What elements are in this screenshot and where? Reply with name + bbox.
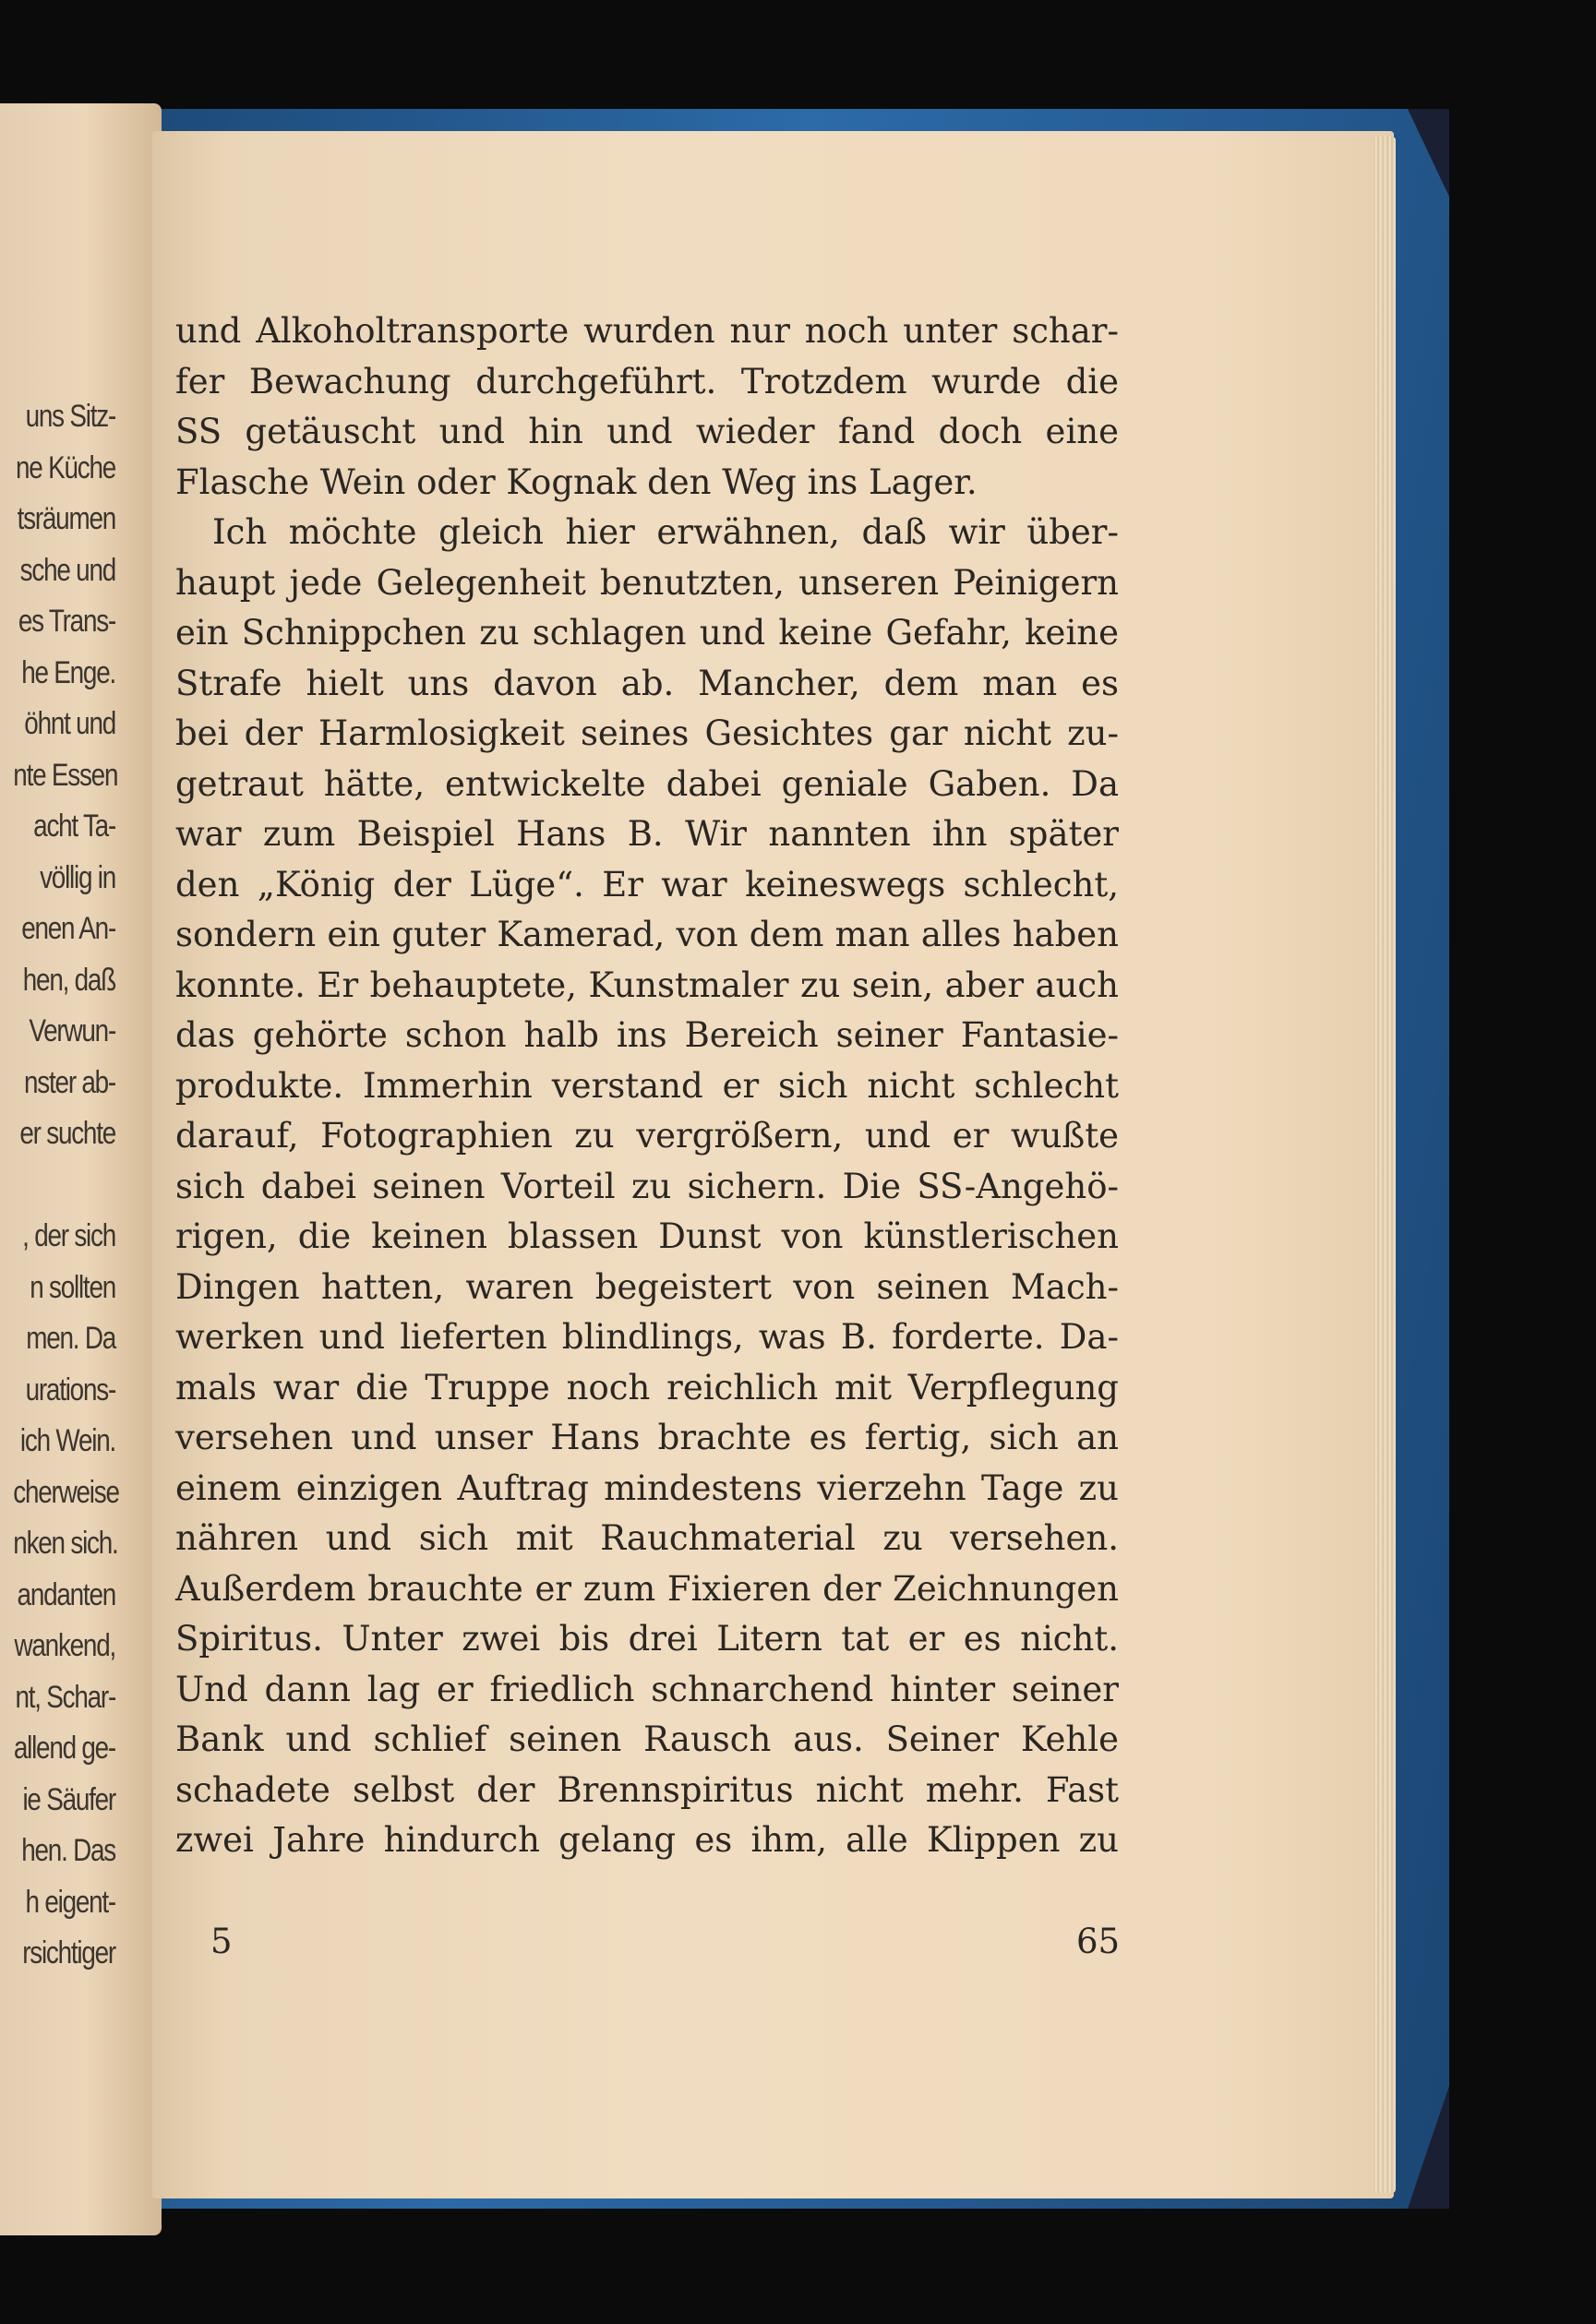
left-page-line: enen An- [21, 911, 116, 946]
text-line: Flasche Wein oder Kognak den Weg ins Lager. [175, 461, 978, 502]
left-page-line [13, 1160, 115, 1212]
left-page-line: tsräumen [17, 501, 116, 536]
text-line: getraut hätte, entwickelte dabei geniale Gaben. Da [175, 763, 1119, 804]
text-line: fer Bewachung durchgeführt. Trotzdem wurde die [175, 361, 1119, 401]
left-page-line: er suchte [19, 1116, 115, 1151]
left-page-line: , der sich [22, 1218, 116, 1253]
text-line: ein Schnippchen zu schlagen und keine Gefahr, keine [175, 613, 1119, 653]
text-line: bei der Harmlosigkeit seines Gesichtes gar nicht zu- [175, 713, 1119, 753]
left-page-line: ie Säufer [22, 1781, 115, 1817]
left-page-line: n sollten [30, 1269, 116, 1305]
text-line: rigen, die keinen blassen Dunst von künstlerischen [175, 1216, 1119, 1256]
text-line: den „König der Lüge“. Er war keineswegs schlecht, [175, 864, 1119, 904]
left-page-line: sche und [19, 552, 115, 588]
left-page-line: andanten [17, 1576, 115, 1612]
text-line: mals war die Truppe noch reichlich mit Verpflegung [175, 1367, 1119, 1408]
left-page-line: rsichtiger [22, 1935, 115, 1971]
left-page [0, 103, 162, 2235]
text-line: und Alkoholtransporte wurden nur noch unter schar- [175, 311, 1119, 351]
text-line: darauf, Fotographien zu vergrößern, und er wußte [175, 1116, 1119, 1156]
left-page-line: allend ge- [13, 1731, 115, 1766]
left-page-line: urations- [25, 1372, 115, 1408]
left-page-line: uns Sitz- [25, 399, 115, 434]
left-page-line: völlig in [40, 859, 115, 895]
left-page-line: hen, daß [22, 962, 116, 998]
page-edge [1374, 137, 1396, 2193]
left-page-line: es Trans- [18, 604, 116, 639]
text-line: zwei Jahre hindurch gelang es ihm, alle Klippen zu [175, 1820, 1119, 1860]
left-page-line: nt, Schar- [15, 1679, 115, 1715]
left-page-line: nken sich. [13, 1526, 118, 1561]
text-line: das gehörte schon halb ins Bereich seiner Fantasie- [175, 1015, 1119, 1055]
text-line: SS getäuscht und hin und wieder fand doch eine [175, 412, 1119, 451]
text-line: Strafe hielt uns davon ab. Mancher, dem man es [175, 663, 1119, 703]
left-page-line: he Enge. [21, 654, 116, 690]
text-line: werken und lieferten blindlings, was B. forderte. Da- [175, 1317, 1119, 1357]
text-line: Und dann lag er friedlich schnarchend hinter seiner [175, 1669, 1119, 1709]
left-page-line: nte Essen [13, 757, 118, 793]
text-line: Außerdem brauchte er zum Fixieren der Zeichnungen [175, 1568, 1119, 1609]
text-line: sondern ein guter Kamerad, von dem man alles haben [175, 915, 1119, 954]
left-page-line: cherweise [13, 1474, 119, 1510]
left-page-line: öhnt und [24, 706, 115, 741]
text-line: war zum Beispiel Hans B. Wir nannten ihn später [175, 814, 1119, 854]
left-page-text [13, 391, 119, 1980]
text-line: konnte. Er behauptete, Kunstmaler zu sein, aber auch [175, 964, 1119, 1005]
left-page-line: ne Küche [16, 449, 115, 485]
left-page-line: Verwun- [29, 1013, 115, 1048]
left-page-line: acht Ta- [33, 809, 115, 844]
text-line: schadete selbst der Brennspiritus nicht mehr. Fast [175, 1769, 1119, 1810]
text-line: Dingen hatten, waren begeistert von seinen Mach- [175, 1266, 1119, 1307]
text-line: produkte. Immerhin verstand er sich nicht schlecht [175, 1065, 1119, 1106]
text-line: versehen und unser Hans brachte es fertig, sich an [175, 1418, 1119, 1457]
text-line: nähren und sich mit Rauchmaterial zu versehen. [175, 1518, 1119, 1558]
page-body-text [175, 306, 1119, 1866]
left-page-line: hen. Das [21, 1833, 115, 1868]
left-page-line: ich Wein. [19, 1423, 115, 1458]
text-line: Bank und schlief seinen Rausch aus. Seiner Kehle [175, 1719, 1119, 1759]
left-page-line: h eigent- [25, 1884, 115, 1920]
page-number: 65 [1076, 1922, 1121, 1961]
left-page-line: nster ab- [24, 1064, 115, 1100]
signature-mark: 5 [210, 1922, 233, 1961]
text-line: haupt jede Gelegenheit benutzten, unseren Peinigern [175, 562, 1119, 603]
text-line: sich dabei seinen Vorteil zu sichern. Die SS-Angehö- [175, 1166, 1119, 1206]
left-page-line: men. Da [26, 1321, 115, 1356]
text-line: Spiritus. Unter zwei bis drei Litern tat er es nicht. [175, 1619, 1119, 1659]
text-line: einem einzigen Auftrag mindestens vierzehn Tage zu [175, 1467, 1119, 1508]
left-page-line: wankend, [14, 1628, 116, 1663]
text-line: Ich möchte gleich hier erwähnen, daß wir über- [212, 512, 1119, 552]
